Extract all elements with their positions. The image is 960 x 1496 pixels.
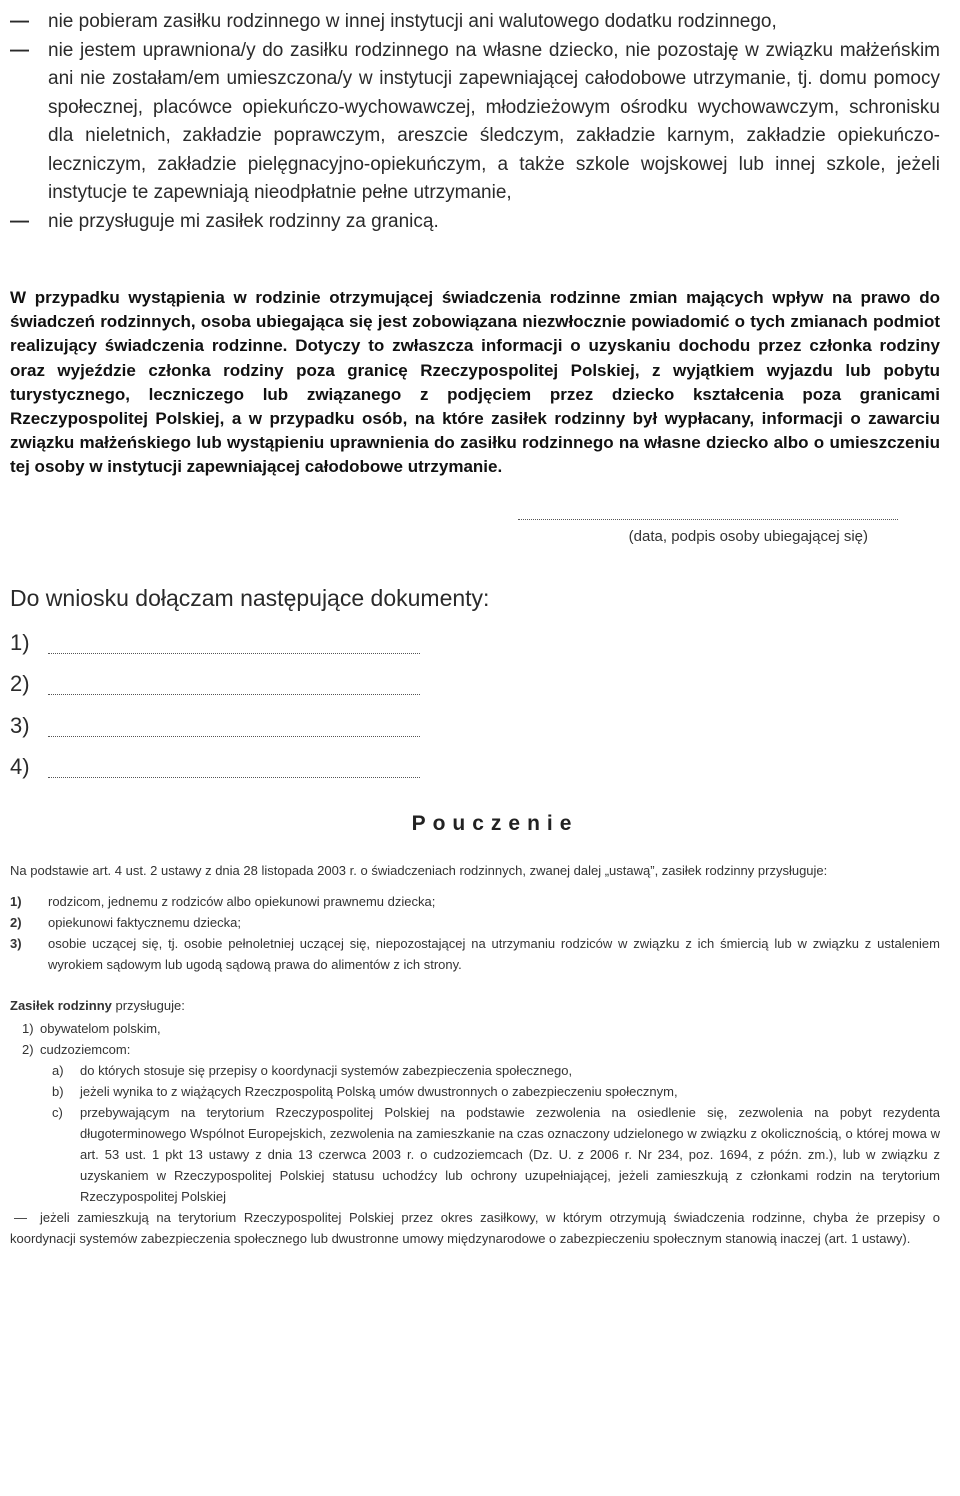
signature-caption: (data, podpis osoby ubiegającej się) <box>628 527 868 545</box>
final-text: jeżeli zamieszkują na terytorium Rzeczypospolitej Polskiej przez okres zasiłkowy, w którym otrzymują świadczenia rodzinne, chyba że przepisy o koordynacji systemów zabezpieczenia społecznego lub dwustronne umowy międzynarodowe o zabezpieczeniu społecznym stanowią inaczej (art. 1 ustawy). <box>10 1209 940 1246</box>
document-number: 2) <box>10 671 30 697</box>
condition-letter: c) <box>52 1104 63 1120</box>
documents-list <box>10 622 940 788</box>
document-number: 3) <box>10 712 30 738</box>
entitled-item <box>10 912 940 933</box>
zasilek-list <box>10 1018 940 1207</box>
dash-marker: — <box>10 210 29 232</box>
zasilek-item <box>10 1039 940 1207</box>
condition-text: przebywającym na terytorium Rzeczypospolitej Polskiej na podstawie zezwolenia na osiedlenie się, zezwolenia na pobyt rezydenta długoterminowego Wspólnot Europejskich, zezwolenia na zamieszkanie na czas oznaczony udzielonego w związku z okolicznością, o której mowa w art. 53 ust. 1 pkt 13 ustawy z dnia 13 czerwca 2003 r. o cudzoziemcach (Dz. U. z 2006 r. Nr 234, poz. 1694, z późn. zm.), lub w związku z uzyskaniem w Rzeczypospolitej Polskiej statusu uchodźcy lub ochrony uzupełniającej, jeżeli zamieszkują z członkami rodzin na terytorium Rzeczypospolitej Polskiej <box>80 1104 940 1204</box>
declaration-text: nie jestem uprawniona/y do zasiłku rodzinnego na własne dziecko, nie pozostaję w związku małżeńskim ani nie zostałam/em umieszczona/y w instytucji zapewniającej całodobowe utrzymanie, tj. domu pomocy społecznej, placówce opiekuńczo-wychowawczej, młodzieżowym ośrodku wychowawczym, schronisku dla nieletnich, zakładzie poprawczym, areszcie śledczym, zakładzie karnym, zakładzie opiekuńczo-leczniczym, zakładzie pielęgnacyjno-opiekuńczym, a także szkole wojskowej lub innej szkole, jeżeli instytucje te zapewniają nieodpłatnie pełne utrzymanie, <box>48 39 940 203</box>
document-fill-line[interactable] <box>48 714 420 737</box>
declaration-item <box>10 208 940 237</box>
entitled-number: 1) <box>10 893 22 909</box>
document-entry <box>10 622 940 664</box>
condition-letter: b) <box>52 1083 64 1099</box>
entitled-item <box>10 933 940 975</box>
pouczenie-title: Pouczenie <box>411 811 579 835</box>
pouczenie-intro: Na podstawie art. 4 ust. 2 ustawy z dnia 28 listopada 2003 r. o świadczeniach rodzinnych, zwanej dalej „ustawą”, zasiłek rodzinny przysługuje: <box>10 862 828 878</box>
declaration-text: nie pobieram zasiłku rodzinnego w innej instytucji ani walutowego dodatku rodzinnego, <box>48 11 777 32</box>
condition-item <box>40 1081 940 1102</box>
change-notice: W przypadku wystąpienia w rodzinie otrzymującej świadczenia rodzinne zmian mających wpływ na prawo do świadczeń rodzinnych, osoba ubiegająca się jest zobowiązana niezwłocznie powiadomić o tych zmianach podmiot realizujący świadczenia rodzinne. Dotyczy to zwłaszcza informacji o uzyskaniu dochodu przez członka rodziny oraz wyjeździe członka rodziny poza granicę Rzeczypospolitej Polskiej, z wyjątkiem wyjazdu lub pobytu turystycznego, leczniczego lub związanego z podjęciem przez dziecko kształcenia poza granicami Rzeczypospolitej Polskiej, a w przypadku osób, na które zasiłek rodzinny był wypłacany, informacji o zawarciu związku małżeńskiego lub wystąpieniu uprawnienia do zasiłku rodzinnego na własne dziecko albo o umieszczeniu tej osoby w instytucji zapewniającej całodobowe utrzymanie. <box>10 288 940 477</box>
entitled-number: 2) <box>10 914 22 930</box>
zasilek-rest: przysługuje: <box>111 997 185 1013</box>
foreigner-conditions <box>40 1060 940 1207</box>
entitled-item <box>10 891 940 912</box>
entitled-number: 3) <box>10 935 22 951</box>
zasilek-bold: Zasiłek rodzinny <box>10 997 112 1013</box>
document-entry <box>10 705 940 747</box>
zasilek-heading <box>10 995 940 1016</box>
condition-item <box>40 1102 940 1207</box>
entitled-text: rodzicom, jednemu z rodziców albo opiekunowi prawnemu dziecka; <box>48 893 436 909</box>
dash-marker: — <box>10 39 29 61</box>
zasilek-number: 2) <box>22 1041 34 1057</box>
dash-marker: — <box>10 11 29 32</box>
zasilek-text: obywatelom polskim, <box>40 1020 161 1036</box>
document-entry <box>10 746 940 788</box>
zasilek-item <box>10 1018 940 1039</box>
condition-letter: a) <box>52 1062 64 1078</box>
entitled-text: opiekunowi faktycznemu dziecka; <box>48 914 241 930</box>
document-fill-line[interactable] <box>48 631 420 654</box>
final-condition <box>10 1207 940 1249</box>
declaration-item <box>10 37 940 208</box>
signature-line <box>518 518 898 520</box>
document-number: 4) <box>10 754 30 780</box>
condition-item <box>40 1060 940 1081</box>
zasilek-number: 1) <box>22 1020 34 1036</box>
entitled-list <box>10 891 940 975</box>
condition-text: jeżeli wynika to z wiążących Rzeczpospolitą Polską umów dwustronnych o zabezpieczeniu społecznym, <box>80 1083 678 1099</box>
documents-title: Do wniosku dołączam następujące dokumenty: <box>10 584 490 611</box>
document-fill-line[interactable] <box>48 672 420 695</box>
declaration-list <box>10 8 940 236</box>
entitled-text: osobie uczącej się, tj. osobie pełnoletniej uczącej się, niepozostającej na utrzymaniu rodziców w związku z ich śmiercią lub w związku z ustaleniem wyrokiem sądowym lub ugodą sądową prawa do alimentów z ich strony. <box>48 935 940 972</box>
document-entry <box>10 663 940 705</box>
document-fill-line[interactable] <box>48 755 420 778</box>
document-number: 1) <box>10 629 30 655</box>
zasilek-text: cudzoziemcom: <box>40 1041 131 1057</box>
declaration-text: nie przysługuje mi zasiłek rodzinny za granicą. <box>48 210 439 232</box>
declaration-item <box>10 8 940 37</box>
dash-marker: — <box>14 1209 27 1225</box>
condition-text: do których stosuje się przepisy o koordynacji systemów zabezpieczenia społecznego, <box>80 1062 573 1078</box>
